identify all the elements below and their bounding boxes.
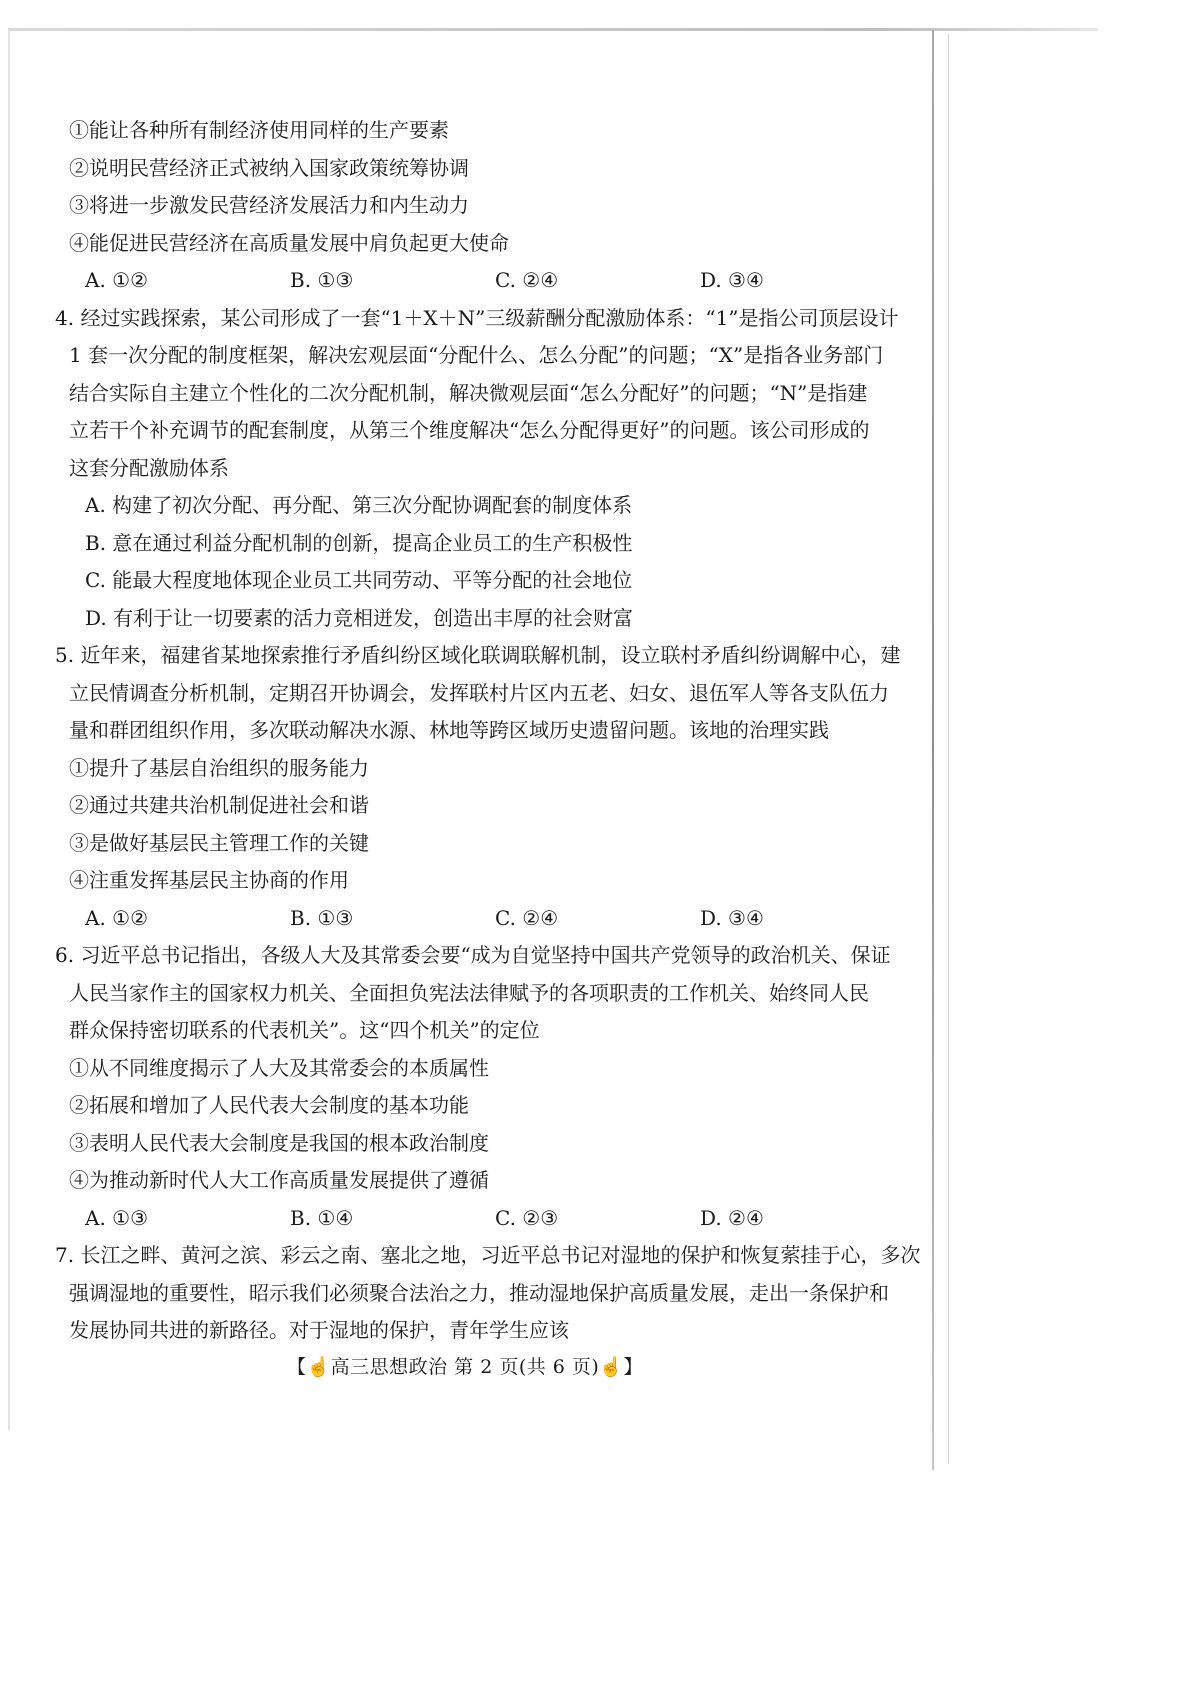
q6-stem-line-1: 6. 习近平总书记指出，各级人大及其常委会要“成为自觉坚持中国共产党领导的政治机关、保证 — [55, 943, 891, 967]
question-6-options — [55, 1200, 890, 1238]
scan-edge-left — [8, 30, 10, 1430]
question-5-options — [55, 900, 890, 938]
q3-option-a: A. ①② — [85, 268, 149, 292]
q6-item-4: ④为推动新时代人大工作高质量发展提供了遵循 — [69, 1168, 489, 1192]
q4-stem-line-4: 立若干个补充调节的配套制度，从第三个维度解决“怎么分配得更好”的问题。该公司形成的 — [69, 418, 870, 442]
q5-item-2: ②通过共建共治机制促进社会和谐 — [69, 793, 369, 817]
q4-stem-line-5: 这套分配激励体系 — [69, 455, 229, 480]
q4-stem-line-1: 4. 经过实践探索，某公司形成了一套“1＋X＋N”三级薪酬分配激励体系：“1”是指公司顶层设计 — [55, 305, 899, 330]
q6-option-b: B. ①④ — [290, 1205, 354, 1230]
q7-stem-line-2: 强调湿地的重要性，昭示我们必须聚合法治之力，推动湿地保护高质量发展，走出一条保护和 — [69, 1280, 889, 1305]
q4-stem-line-2: 1 套一次分配的制度框架，解决宏观层面“分配什么、怎么分配”的问题；“X”是指各业务部门 — [69, 343, 884, 367]
q6-option-c: C. ②③ — [495, 1205, 559, 1230]
q5-option-d: D. ③④ — [700, 905, 764, 930]
q5-option-b: B. ①③ — [290, 905, 354, 930]
q5-stem-line-2: 立民情调查分析机制，定期召开协调会，发挥联村片区内五老、妇女、退伍军人等各支队伍力 — [69, 680, 889, 705]
q6-stem-line-2: 人民当家作主的国家权力机关、全面担负宪法法律赋予的各项职责的工作机关、始终同人民 — [69, 980, 869, 1005]
q7-stem-line-1: 7. 长江之畔、黄河之滨、彩云之南、塞北之地，习近平总书记对湿地的保护和恢复萦挂于心，多次 — [55, 1243, 921, 1267]
q3-option-b: B. ①③ — [290, 268, 354, 292]
question-5 — [55, 637, 901, 900]
q3-option-d: D. ③④ — [700, 268, 764, 292]
q3-item-1: ①能让各种所有制经济使用同样的生产要素 — [69, 118, 449, 142]
question-4 — [55, 300, 899, 638]
page-fold-line — [932, 30, 934, 1470]
q3-item-2: ②说明民营经济正式被纳入国家政策统筹协调 — [69, 155, 469, 180]
q6-stem-line-3: 群众保持密切联系的代表机关”。这“四个机关”的定位 — [69, 1018, 540, 1042]
q7-stem-line-3: 发展协同共进的新路径。对于湿地的保护，青年学生应该 — [69, 1318, 569, 1342]
q3-option-c: C. ②④ — [495, 268, 559, 292]
question-6 — [55, 937, 890, 1200]
q5-item-3: ③是做好基层民主管理工作的关键 — [69, 830, 369, 855]
q4-option-b: B. 意在通过利益分配机制的创新，提高企业员工的生产积极性 — [85, 530, 633, 555]
exam-content — [55, 112, 921, 1350]
q5-item-1: ①提升了基层自治组织的服务能力 — [69, 755, 369, 780]
q5-item-4: ④注重发挥基层民主协商的作用 — [69, 868, 349, 892]
q6-option-a: A. ①③ — [85, 1205, 149, 1230]
q6-option-d: D. ②④ — [700, 1205, 764, 1230]
page-footer: 【☝高三思想政治 第 2 页(共 6 页)☝】 — [286, 1356, 643, 1378]
q4-stem-line-3: 结合实际自主建立个性化的二次分配机制，解决微观层面“怎么分配好”的问题；“N”是指建 — [69, 380, 868, 405]
q6-item-2: ②拓展和增加了人民代表大会制度的基本功能 — [69, 1093, 469, 1117]
q4-option-a: A. 构建了初次分配、再分配、第三次分配协调配套的制度体系 — [85, 493, 633, 517]
q5-option-a: A. ①② — [85, 905, 149, 930]
q3-item-3: ③将进一步激发民营经济发展活力和内生动力 — [69, 193, 469, 217]
question-7 — [55, 1237, 921, 1350]
q4-option-c: C. 能最大程度地体现企业员工共同劳动、平等分配的社会地位 — [85, 568, 633, 592]
q6-item-3: ③表明人民代表大会制度是我国的根本政治制度 — [69, 1130, 489, 1155]
q5-option-c: C. ②④ — [495, 905, 559, 930]
q5-stem-line-3: 量和群团组织作用，多次联动解决水源、林地等跨区域历史遗留问题。该地的治理实践 — [69, 718, 829, 742]
q4-option-d: D. 有利于让一切要素的活力竞相迸发，创造出丰厚的社会财富 — [85, 605, 634, 630]
q5-stem-line-1: 5. 近年来，福建省某地探索推行矛盾纠纷区域化联调联解机制，设立联村矛盾纠纷调解中心，建 — [55, 643, 901, 667]
q3-item-4: ④能促进民营经济在高质量发展中肩负起更大使命 — [69, 230, 509, 255]
page-fold-shadow — [948, 34, 949, 1464]
q6-item-1: ①从不同维度揭示了人大及其常委会的本质属性 — [69, 1055, 489, 1080]
scan-edge-top — [8, 28, 1098, 31]
question-3-items — [55, 112, 890, 262]
question-3-options — [55, 262, 890, 300]
